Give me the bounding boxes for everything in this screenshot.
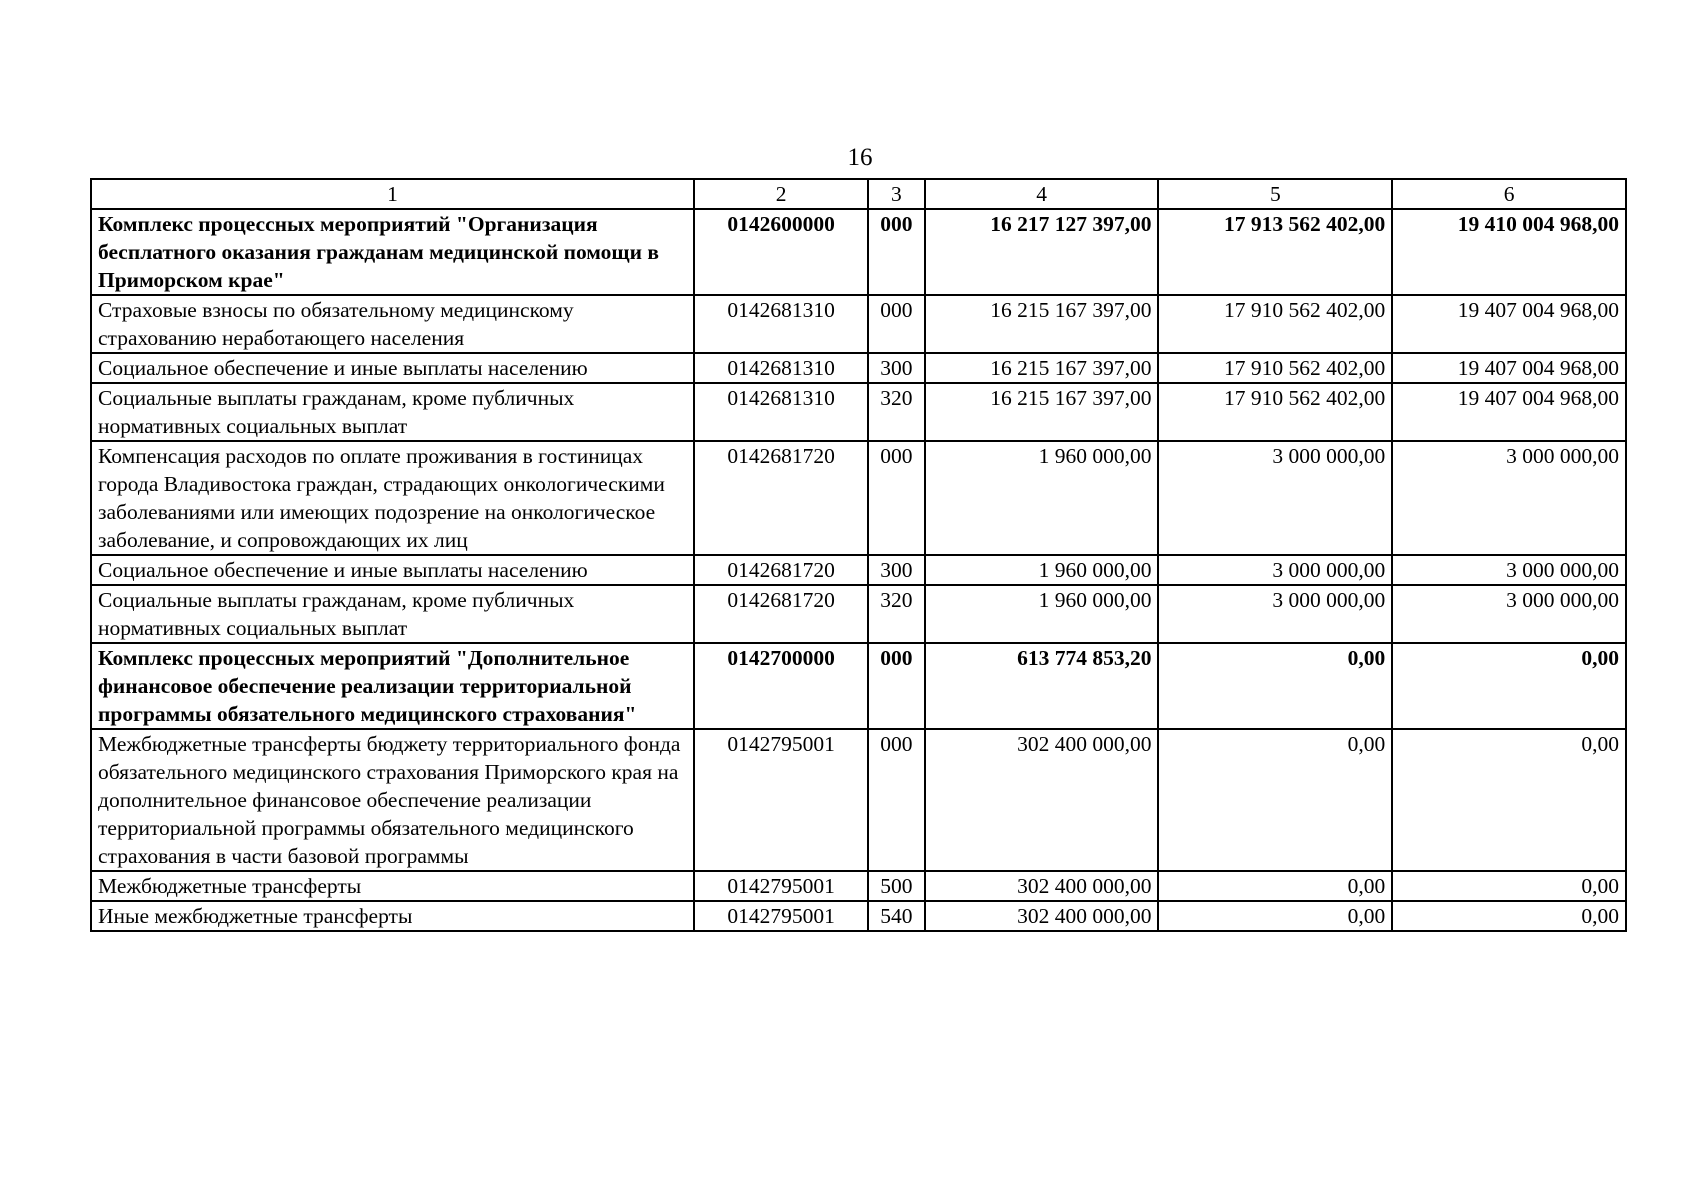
row-amount-col5: 0,00 <box>1158 871 1392 901</box>
row-amount-col4: 1 960 000,00 <box>925 441 1159 555</box>
column-header-5: 5 <box>1158 179 1392 209</box>
row-code: 0142795001 <box>694 729 868 871</box>
table-row <box>91 729 1626 871</box>
column-header-4: 4 <box>925 179 1159 209</box>
row-amount-col5: 17 910 562 402,00 <box>1158 383 1392 441</box>
table-row <box>91 441 1626 555</box>
row-amount-col6: 19 410 004 968,00 <box>1392 209 1626 295</box>
row-name: Страховые взносы по обязательному медицинскому страхованию неработающего населения <box>91 295 694 353</box>
table-row <box>91 353 1626 383</box>
row-amount-col4: 16 217 127 397,00 <box>925 209 1159 295</box>
row-amount-col5: 0,00 <box>1158 901 1392 931</box>
table-row <box>91 209 1626 295</box>
row-name: Социальное обеспечение и иные выплаты населению <box>91 555 694 585</box>
column-header-2: 2 <box>694 179 868 209</box>
row-name: Межбюджетные трансферты бюджету территориального фонда обязательного медицинского страхования Приморского края на дополнительное финансовое обеспечение реализации территориальной программы обязательного медицинского страхования в части базовой программы <box>91 729 694 871</box>
row-expense-type: 540 <box>868 901 925 931</box>
table-row <box>91 643 1626 729</box>
row-amount-col4: 16 215 167 397,00 <box>925 383 1159 441</box>
row-amount-col4: 302 400 000,00 <box>925 871 1159 901</box>
row-expense-type: 320 <box>868 585 925 643</box>
row-amount-col5: 3 000 000,00 <box>1158 555 1392 585</box>
table-row <box>91 383 1626 441</box>
row-amount-col5: 3 000 000,00 <box>1158 585 1392 643</box>
row-amount-col6: 0,00 <box>1392 901 1626 931</box>
row-expense-type: 000 <box>868 209 925 295</box>
row-expense-type: 300 <box>868 555 925 585</box>
table-row <box>91 295 1626 353</box>
row-amount-col5: 3 000 000,00 <box>1158 441 1392 555</box>
row-amount-col4: 302 400 000,00 <box>925 729 1159 871</box>
row-code: 0142795001 <box>694 901 868 931</box>
row-expense-type: 500 <box>868 871 925 901</box>
row-amount-col5: 17 910 562 402,00 <box>1158 353 1392 383</box>
row-amount-col6: 3 000 000,00 <box>1392 585 1626 643</box>
row-name: Комплекс процессных мероприятий "Организация бесплатного оказания гражданам медицинской помощи в Приморском крае" <box>91 209 694 295</box>
row-amount-col6: 3 000 000,00 <box>1392 555 1626 585</box>
row-amount-col6: 19 407 004 968,00 <box>1392 353 1626 383</box>
row-expense-type: 000 <box>868 643 925 729</box>
page-number: 16 <box>847 144 873 171</box>
row-amount-col4: 1 960 000,00 <box>925 585 1159 643</box>
row-amount-col4: 16 215 167 397,00 <box>925 353 1159 383</box>
row-name: Комплекс процессных мероприятий "Дополнительное финансовое обеспечение реализации территориальной программы обязательного медицинского страхования" <box>91 643 694 729</box>
row-name: Иные межбюджетные трансферты <box>91 901 694 931</box>
row-amount-col5: 17 910 562 402,00 <box>1158 295 1392 353</box>
row-expense-type: 000 <box>868 729 925 871</box>
table-row <box>91 585 1626 643</box>
row-code: 0142681720 <box>694 555 868 585</box>
row-amount-col6: 0,00 <box>1392 729 1626 871</box>
row-code: 0142681310 <box>694 383 868 441</box>
row-amount-col5: 0,00 <box>1158 643 1392 729</box>
row-amount-col4: 613 774 853,20 <box>925 643 1159 729</box>
row-code: 0142681310 <box>694 353 868 383</box>
column-header-6: 6 <box>1392 179 1626 209</box>
row-amount-col6: 19 407 004 968,00 <box>1392 383 1626 441</box>
budget-table <box>90 178 1627 932</box>
row-amount-col6: 19 407 004 968,00 <box>1392 295 1626 353</box>
row-amount-col6: 3 000 000,00 <box>1392 441 1626 555</box>
row-name: Социальные выплаты гражданам, кроме публичных нормативных социальных выплат <box>91 585 694 643</box>
row-code: 0142681310 <box>694 295 868 353</box>
row-expense-type: 320 <box>868 383 925 441</box>
row-code: 0142795001 <box>694 871 868 901</box>
row-code: 0142681720 <box>694 585 868 643</box>
row-name: Социальное обеспечение и иные выплаты населению <box>91 353 694 383</box>
row-expense-type: 000 <box>868 295 925 353</box>
table-row <box>91 901 1626 931</box>
table-row <box>91 871 1626 901</box>
row-name: Социальные выплаты гражданам, кроме публичных нормативных социальных выплат <box>91 383 694 441</box>
row-expense-type: 300 <box>868 353 925 383</box>
row-name: Компенсация расходов по оплате проживания в гостиницах города Владивостока граждан, страдающих онкологическими заболеваниями или имеющих подозрение на онкологическое заболевание, и сопровождающих их лиц <box>91 441 694 555</box>
row-code: 0142700000 <box>694 643 868 729</box>
row-amount-col5: 0,00 <box>1158 729 1392 871</box>
column-header-3: 3 <box>868 179 925 209</box>
row-code: 0142681720 <box>694 441 868 555</box>
row-name: Межбюджетные трансферты <box>91 871 694 901</box>
table-header-row <box>91 179 1626 209</box>
row-amount-col5: 17 913 562 402,00 <box>1158 209 1392 295</box>
row-amount-col6: 0,00 <box>1392 871 1626 901</box>
row-amount-col6: 0,00 <box>1392 643 1626 729</box>
table-body <box>91 209 1626 931</box>
row-expense-type: 000 <box>868 441 925 555</box>
row-amount-col4: 16 215 167 397,00 <box>925 295 1159 353</box>
row-amount-col4: 302 400 000,00 <box>925 901 1159 931</box>
row-amount-col4: 1 960 000,00 <box>925 555 1159 585</box>
column-header-1: 1 <box>91 179 694 209</box>
row-code: 0142600000 <box>694 209 868 295</box>
table-row <box>91 555 1626 585</box>
